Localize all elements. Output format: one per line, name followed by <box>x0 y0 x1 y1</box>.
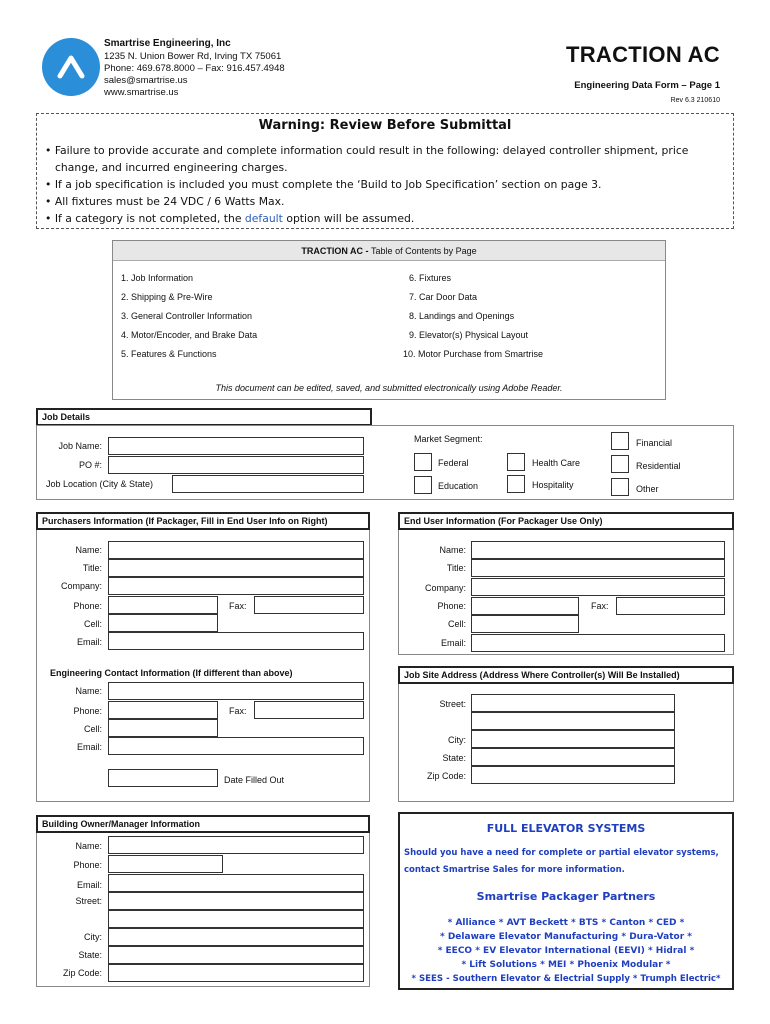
owner-city-field[interactable] <box>108 928 364 946</box>
eng-phone-label: Phone: <box>73 706 102 716</box>
job-location-field[interactable] <box>172 475 364 493</box>
owner-zip-label: Zip Code: <box>62 968 102 978</box>
end-user-title-field[interactable] <box>471 559 725 577</box>
end-user-name-field[interactable] <box>471 541 725 559</box>
purchaser-fax-label: Fax: <box>229 601 247 611</box>
education-checkbox[interactable] <box>414 476 432 494</box>
chevron-up-icon <box>42 38 100 96</box>
form-title: TRACTION AC <box>565 42 720 67</box>
owner-phone-field[interactable] <box>108 855 223 873</box>
warning-list <box>45 142 725 227</box>
end-user-company-label: Company: <box>424 583 466 593</box>
end-user-name-label: Name: <box>439 545 466 555</box>
eng-cell-field[interactable] <box>108 719 218 737</box>
toc-item[interactable]: 10. Motor Purchase from Smartrise <box>403 349 544 359</box>
company-name: Smartrise Engineering, Inc <box>104 38 231 49</box>
company-website: www.smartrise.us <box>104 87 179 98</box>
form-revision: Rev 6.3 210610 <box>670 97 720 104</box>
po-label: PO #: <box>78 460 102 470</box>
purchaser-cell-label: Cell: <box>83 619 102 629</box>
company-phone-fax: Phone: 469.678.8000 – Fax: 916.457.4948 <box>104 63 285 74</box>
owner-state-field[interactable] <box>108 946 364 964</box>
eng-contact-header: Engineering Contact Information (If different than above) <box>50 668 293 678</box>
job-site-header: Job Site Address (Address Where Controller(s) Will Be Installed) <box>398 666 734 684</box>
end-user-fax-label: Fax: <box>591 601 609 611</box>
purchaser-title-label: Title: <box>82 563 102 573</box>
owner-phone-label: Phone: <box>73 860 102 870</box>
end-user-cell-field[interactable] <box>471 615 579 633</box>
purchaser-email-field[interactable] <box>108 632 364 650</box>
job-location-label: Job Location (City & State) <box>46 479 154 489</box>
end-user-fax-field[interactable] <box>616 597 725 615</box>
partners-line: * EECO * EV Elevator International (EEVI) * Hidral * <box>437 946 695 956</box>
federal-checkbox[interactable] <box>414 453 432 471</box>
toc-item[interactable]: 5. Features & Functions <box>121 349 217 359</box>
end-user-email-field[interactable] <box>471 634 725 652</box>
company-email: sales@smartrise.us <box>104 75 188 86</box>
end-user-phone-field[interactable] <box>471 597 579 615</box>
warning-item <box>45 210 725 227</box>
owner-street-field[interactable] <box>108 892 364 910</box>
warning-title: Warning: Review Before Submittal <box>258 118 512 133</box>
table-of-contents <box>112 240 666 400</box>
purchaser-email-label: Email: <box>76 637 102 647</box>
default-link[interactable]: default <box>244 212 283 225</box>
end-user-phone-label: Phone: <box>437 601 466 611</box>
job-details-header: Job Details <box>36 408 372 426</box>
toc-header <box>113 241 665 261</box>
health-care-label: Health Care <box>532 458 581 468</box>
eng-fax-label: Fax: <box>229 706 247 716</box>
eng-name-label: Name: <box>75 686 102 696</box>
financial-checkbox[interactable] <box>611 432 629 450</box>
purchasers-header: Purchasers Information (If Packager, Fill in End User Info on Right) <box>36 512 370 530</box>
purchaser-title-field[interactable] <box>108 559 364 577</box>
partners-title: Smartrise Packager Partners <box>476 890 656 903</box>
job-site-city-label: City: <box>448 735 466 745</box>
warning-item: • Failure to provide accurate and complete information could result in the following: delayed controller shipment, price change, and incurred engineering charges. <box>45 142 725 176</box>
toc-item[interactable]: 7. Car Door Data <box>409 292 478 302</box>
purchaser-company-label: Company: <box>60 581 102 591</box>
job-name-field[interactable] <box>108 437 364 455</box>
smartrise-logo <box>42 38 100 96</box>
purchaser-fax-field[interactable] <box>254 596 364 614</box>
federal-label: Federal <box>438 458 469 468</box>
financial-label: Financial <box>636 438 673 448</box>
promo-line-2: contact Smartrise Sales for more information. <box>404 865 625 875</box>
partners-line: * Alliance * AVT Beckett * BTS * Canton * CED * <box>447 918 685 928</box>
hospitality-checkbox[interactable] <box>507 475 525 493</box>
job-site-street-field[interactable] <box>471 694 675 712</box>
job-site-city-field[interactable] <box>471 730 675 748</box>
owner-street-label: Street: <box>75 896 102 906</box>
end-user-cell-label: Cell: <box>447 619 466 629</box>
toc-title-bold: TRACTION AC - <box>301 246 372 256</box>
toc-item[interactable]: 9. Elevator(s) Physical Layout <box>409 330 529 340</box>
owner-email-label: Email: <box>76 880 102 890</box>
end-user-email-label: Email: <box>440 638 466 648</box>
end-user-title-label: Title: <box>446 563 466 573</box>
job-site-street-field-2[interactable] <box>471 712 675 730</box>
other-checkbox[interactable] <box>611 478 629 496</box>
end-user-company-field[interactable] <box>471 578 725 596</box>
job-site-zip-label: Zip Code: <box>426 771 466 781</box>
toc-item[interactable]: 4. Motor/Encoder, and Brake Data <box>121 330 258 340</box>
po-field[interactable] <box>108 456 364 474</box>
owner-name-label: Name: <box>75 841 102 851</box>
partners-line: * Lift Solutions * MEI * Phoenix Modular * <box>461 960 671 970</box>
toc-item[interactable]: 1. Job Information <box>121 273 194 283</box>
date-filled-label: Date Filled Out <box>224 775 285 785</box>
warning-box <box>36 113 734 229</box>
job-name-label: Job Name: <box>58 441 102 451</box>
owner-zip-field[interactable] <box>108 964 364 982</box>
purchaser-name-field[interactable] <box>108 541 364 559</box>
eng-email-field[interactable] <box>108 737 364 755</box>
owner-street-field-2[interactable] <box>108 910 364 928</box>
eng-email-label: Email: <box>76 742 102 752</box>
purchaser-name-label: Name: <box>75 545 102 555</box>
form-subtitle: Engineering Data Form – Page 1 <box>574 80 720 91</box>
partners-line: * Delaware Elevator Manufacturing * Dura-Vator * <box>440 932 692 942</box>
job-site-state-label: State: <box>442 753 466 763</box>
job-site-state-field[interactable] <box>471 748 675 766</box>
owner-name-field[interactable] <box>108 836 364 854</box>
eng-cell-label: Cell: <box>83 724 102 734</box>
full-elevator-systems-box <box>398 812 734 990</box>
eng-name-field[interactable] <box>108 682 364 700</box>
owner-state-label: State: <box>78 950 102 960</box>
end-user-header: End User Information (For Packager Use Only) <box>398 512 734 530</box>
purchaser-phone-field[interactable] <box>108 596 218 614</box>
toc-item[interactable]: 8. Landings and Openings <box>409 311 515 321</box>
job-site-street-label: Street: <box>439 699 466 709</box>
purchaser-company-field[interactable] <box>108 577 364 595</box>
warning-item: • All fixtures must be 24 VDC / 6 Watts Max. <box>45 193 725 210</box>
warning-item: • If a job specification is included you must complete the ‘Build to Job Specification’ section on page 3. <box>45 176 725 193</box>
owner-email-field[interactable] <box>108 874 364 892</box>
toc-item[interactable]: 2. Shipping & Pre-Wire <box>121 292 213 302</box>
eng-phone-field[interactable] <box>108 701 218 719</box>
eng-fax-field[interactable] <box>254 701 364 719</box>
purchaser-cell-field[interactable] <box>108 614 218 632</box>
purchaser-phone-label: Phone: <box>73 601 102 611</box>
building-owner-header: Building Owner/Manager Information <box>36 815 370 833</box>
promo-line-1: Should you have a need for complete or partial elevator systems, <box>404 848 719 858</box>
warning-text: If a category is not completed, the <box>54 212 245 225</box>
education-label: Education <box>438 481 479 491</box>
promo-title: FULL ELEVATOR SYSTEMS <box>486 822 646 835</box>
hospitality-label: Hospitality <box>532 480 574 490</box>
owner-city-label: City: <box>84 932 102 942</box>
job-site-zip-field[interactable] <box>471 766 675 784</box>
partners-line: * SEES - Southern Elevator & Electrial Supply * Trumph Electric* <box>411 974 721 984</box>
company-address: 1235 N. Union Bower Rd, Irving TX 75061 <box>104 51 282 62</box>
warning-text: option will be assumed. <box>282 212 415 225</box>
health-care-checkbox[interactable] <box>507 453 525 471</box>
toc-item[interactable]: 6. Fixtures <box>409 273 452 283</box>
residential-checkbox[interactable] <box>611 455 629 473</box>
toc-note: This document can be edited, saved, and submitted electronically using Adobe Reader. <box>215 383 563 393</box>
toc-item[interactable]: 3. General Controller Information <box>121 311 253 321</box>
other-label: Other <box>636 484 659 494</box>
residential-label: Residential <box>636 461 681 471</box>
date-filled-field[interactable] <box>108 769 218 787</box>
market-segment-label: Market Segment: <box>414 434 483 444</box>
toc-title: Table of Contents by Page <box>371 246 477 256</box>
